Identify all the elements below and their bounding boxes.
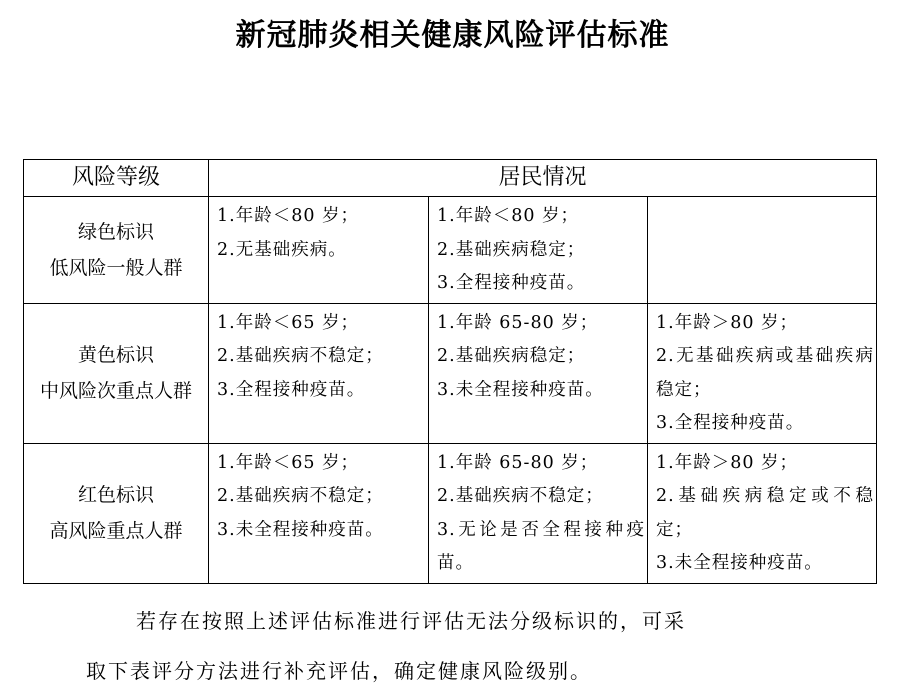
level-cell-green [24, 197, 209, 304]
criteria-cell [648, 443, 877, 583]
criteria-line: 3.无论是否全程接种疫苗。 [437, 519, 645, 573]
criteria-cell [209, 197, 429, 304]
criteria-line: 2.基础疾病不稳定； [217, 346, 384, 366]
header-resident-situation: 居民情况 [209, 160, 877, 197]
header-risk-level: 风险等级 [24, 160, 209, 197]
risk-assessment-table [23, 159, 877, 584]
level-badge-red: 红色标识 [77, 484, 154, 506]
criteria-line: 2.基础疾病不稳定； [217, 486, 384, 506]
criteria-line: 3.全程接种疫苗。 [217, 379, 366, 400]
criteria-line: 3.全程接种疫苗。 [437, 273, 586, 293]
level-group-green: 低风险一般人群 [49, 256, 183, 279]
criteria-line: 3.未全程接种疫苗。 [437, 379, 604, 400]
criteria-line: 1.年龄＜65 岁； [217, 312, 360, 333]
criteria-line: 2.无基础疾病或基础疾病稳定； [656, 346, 874, 400]
note-line: 取下表评分方法进行补充评估，确定健康风险级别。 [86, 659, 592, 683]
level-cell-red [24, 443, 209, 583]
table-row-green [24, 197, 877, 304]
table-row-yellow [24, 303, 877, 443]
criteria-line: 3.全程接种疫苗。 [656, 413, 805, 433]
level-cell-yellow [24, 303, 209, 443]
criteria-line: 1.年龄＜65 岁； [217, 452, 360, 473]
criteria-line: 2.基础疾病稳定； [437, 346, 586, 366]
page-title: 新冠肺炎相关健康风险评估标准 [235, 18, 670, 53]
level-group-yellow: 中风险次重点人群 [39, 380, 192, 402]
level-badge-yellow: 黄色标识 [77, 344, 154, 366]
criteria-cell [648, 303, 877, 443]
criteria-line: 1.年龄 65-80 岁； [437, 312, 599, 333]
criteria-line: 1.年龄＜80 岁； [437, 206, 580, 226]
criteria-cell [209, 303, 429, 443]
criteria-line: 2.基础疾病不稳定； [437, 486, 604, 506]
level-group-red: 高风险重点人群 [49, 520, 183, 542]
criteria-cell-empty [648, 197, 877, 304]
criteria-line: 3.未全程接种疫苗。 [656, 553, 823, 573]
criteria-line: 3.未全程接种疫苗。 [217, 519, 384, 540]
table-row-red [24, 443, 877, 583]
criteria-line: 1.年龄＜80 岁； [217, 206, 360, 226]
criteria-line: 2.基础疾病稳定或不稳定； [656, 486, 874, 540]
level-badge-green: 绿色标识 [77, 220, 154, 243]
criteria-cell [429, 443, 648, 583]
criteria-cell [429, 303, 648, 443]
criteria-line: 1.年龄＞80 岁； [656, 452, 799, 473]
supplementary-note [86, 596, 846, 696]
criteria-line: 1.年龄 65-80 岁； [437, 452, 599, 473]
criteria-cell [429, 197, 648, 304]
table-header-row [24, 160, 877, 197]
note-line: 若存在按照上述评估标准进行评估无法分级标识的，可采 [136, 609, 686, 633]
criteria-cell [209, 443, 429, 583]
criteria-line: 2.无基础疾病。 [217, 239, 347, 260]
criteria-line: 1.年龄＞80 岁； [656, 312, 799, 333]
criteria-line: 2.基础疾病稳定； [437, 239, 586, 260]
